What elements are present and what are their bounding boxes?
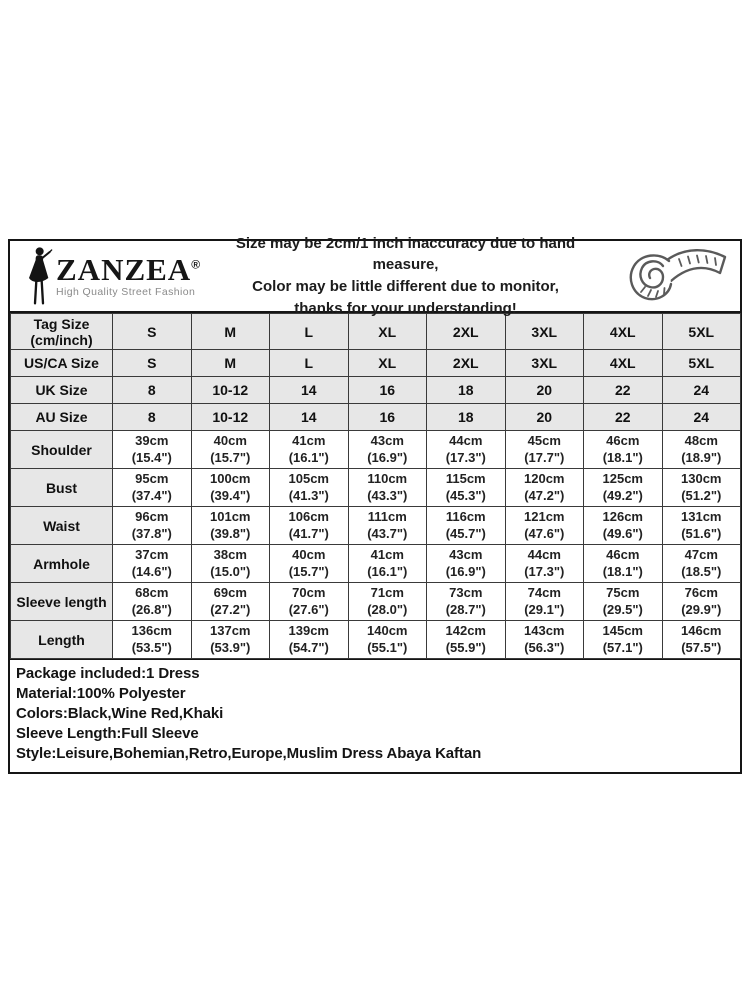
measurement-cm: 69cm — [213, 584, 247, 600]
disclaimer-line-1: Size may be 2cm/1 inch inaccuracy due to hand measure, — [235, 234, 576, 274]
size-cell: 22 — [584, 404, 663, 431]
measurement-inch: (26.8") — [131, 601, 172, 617]
measurement-inch: (29.9") — [681, 601, 722, 617]
size-cell: 20 — [505, 377, 584, 404]
size-cell: 16 — [348, 404, 427, 431]
measurement-inch: (16.1") — [288, 449, 329, 465]
row-label-line: AU Size — [35, 409, 88, 425]
size-cell: 24 — [662, 404, 741, 431]
measurement-inch: (53.9") — [210, 639, 251, 655]
measurement-inch: (18.5") — [681, 563, 722, 579]
measurement-cm: 142cm — [445, 622, 486, 638]
size-cell: 18 — [427, 404, 506, 431]
note-material: Material:100% Polyester — [16, 685, 186, 702]
measurement-inch: (17.7") — [524, 449, 565, 465]
row-label — [11, 350, 113, 377]
disclaimer-line-2: Color may be little different due to monitor, — [252, 278, 559, 295]
size-cell: 10-12 — [191, 377, 270, 404]
size-cell: L — [270, 350, 349, 377]
measurement-inch: (15.7") — [288, 563, 329, 579]
size-cell: 5XL — [662, 314, 741, 350]
measurement-cm: 48cm — [684, 432, 718, 448]
measurement-cm: 44cm — [449, 432, 483, 448]
measurement-inch: (47.2") — [524, 487, 565, 503]
size-header-row — [11, 377, 741, 404]
measurement-cell — [113, 431, 192, 469]
size-cell: S — [113, 314, 192, 350]
measurement-inch: (29.5") — [602, 601, 643, 617]
measurement-cm: 76cm — [684, 584, 718, 600]
measurement-inch: (18.9") — [681, 449, 722, 465]
brand-tagline: High Quality Street Fashion — [56, 286, 196, 299]
measurement-cell — [427, 621, 506, 659]
brand-wordmark — [56, 252, 202, 288]
measurement-inch: (27.2") — [210, 601, 251, 617]
measurement-inch: (29.1") — [524, 601, 565, 617]
measurement-inch: (15.7") — [210, 449, 251, 465]
measurement-inch: (15.4") — [131, 449, 172, 465]
measurement-row — [11, 431, 741, 469]
measurement-cell — [191, 469, 270, 507]
measurement-cm: 146cm — [681, 622, 722, 638]
measurement-cell — [113, 621, 192, 659]
measurement-cell — [427, 507, 506, 545]
measurement-cm: 47cm — [684, 546, 718, 562]
measurement-inch: (28.7") — [445, 601, 486, 617]
measurement-cell — [427, 431, 506, 469]
size-chart-sheet — [8, 234, 742, 774]
measurement-cell — [191, 545, 270, 583]
measurement-cm: 126cm — [602, 508, 643, 524]
brand-text-block — [56, 254, 201, 298]
measurement-inch: (39.4") — [210, 487, 251, 503]
measurement-cm: 95cm — [135, 470, 169, 486]
row-label — [11, 377, 113, 404]
brand-logo — [10, 246, 201, 306]
measurement-inch: (37.8") — [131, 525, 172, 541]
measurement-cm: 140cm — [367, 622, 408, 638]
measurement-inch: (16.9") — [367, 449, 408, 465]
size-cell: 10-12 — [191, 404, 270, 431]
measurement-cm: 131cm — [681, 508, 722, 524]
row-label: Shoulder — [11, 431, 113, 469]
size-cell: 14 — [270, 404, 349, 431]
size-cell: 22 — [584, 377, 663, 404]
measurement-cm: 44cm — [527, 546, 561, 562]
measurement-cm: 71cm — [370, 584, 404, 600]
note-colors: Colors:Black,Wine Red,Khaki — [16, 705, 224, 722]
measurement-cell — [584, 583, 663, 621]
measurement-cell — [427, 469, 506, 507]
measurement-cm: 38cm — [213, 546, 247, 562]
disclaimer-line-3: thanks for your understanding! — [294, 299, 517, 317]
measurement-cm: 40cm — [213, 432, 247, 448]
row-label-line: Tag Size — [33, 315, 90, 332]
row-label: Waist — [11, 507, 113, 545]
size-cell: 8 — [113, 404, 192, 431]
size-cell: 2XL — [427, 350, 506, 377]
measurement-cell — [505, 469, 584, 507]
measurement-inch: (37.4") — [131, 487, 172, 503]
measurement-inch: (57.5") — [681, 639, 722, 655]
measurement-row — [11, 583, 741, 621]
tape-container — [610, 244, 740, 308]
measurement-cm: 96cm — [135, 508, 169, 524]
measurement-cell — [348, 507, 427, 545]
measurement-cm: 145cm — [602, 622, 643, 638]
measurement-cm: 39cm — [135, 432, 169, 448]
size-cell: 8 — [113, 377, 192, 404]
size-cell: XL — [348, 314, 427, 350]
measurement-cm: 110cm — [367, 470, 408, 486]
measurement-inch: (49.6") — [602, 525, 643, 541]
measurement-cell — [191, 507, 270, 545]
measurement-cm: 121cm — [524, 508, 565, 524]
measure-disclaimer — [201, 233, 610, 320]
size-cell: S — [113, 350, 192, 377]
measurement-cm: 68cm — [135, 584, 169, 600]
measurement-cell — [662, 583, 741, 621]
row-label: Armhole — [11, 545, 113, 583]
product-notes — [10, 659, 740, 772]
measurement-cell — [348, 621, 427, 659]
row-label — [11, 404, 113, 431]
size-cell: 18 — [427, 377, 506, 404]
header-band — [10, 234, 740, 317]
woman-silhouette-icon — [24, 246, 54, 306]
measurement-row — [11, 621, 741, 659]
measurement-cm: 41cm — [292, 432, 326, 448]
measuring-tape-icon — [619, 244, 731, 308]
measurement-cell — [113, 469, 192, 507]
measurement-cell — [348, 469, 427, 507]
measurement-cm: 37cm — [135, 546, 169, 562]
measurement-cm: 40cm — [292, 546, 326, 562]
row-label: Bust — [11, 469, 113, 507]
measurement-cell — [505, 431, 584, 469]
measurement-cm: 74cm — [527, 584, 561, 600]
measurement-cm: 115cm — [445, 470, 486, 486]
measurement-inch: (15.0") — [210, 563, 251, 579]
measurement-inch: (54.7") — [288, 639, 329, 655]
registered-trademark: ® — [191, 257, 202, 272]
measurement-inch: (51.6") — [681, 525, 722, 541]
measurement-inch: (47.6") — [524, 525, 565, 541]
measurement-inch: (39.8") — [210, 525, 251, 541]
measurement-cell — [662, 469, 741, 507]
measurement-cm: 45cm — [527, 432, 561, 448]
measurement-cm: 120cm — [524, 470, 565, 486]
measurement-inch: (56.3") — [524, 639, 565, 655]
measurement-cell — [270, 469, 349, 507]
measurement-cell — [270, 507, 349, 545]
measurement-cell — [113, 545, 192, 583]
measurement-cell — [270, 545, 349, 583]
size-header-row — [11, 404, 741, 431]
measurement-cm: 143cm — [524, 622, 565, 638]
measurement-inch: (49.2") — [602, 487, 643, 503]
measurement-cm: 73cm — [449, 584, 483, 600]
measurement-cell — [662, 431, 741, 469]
measurement-cell — [348, 545, 427, 583]
row-label: Length — [11, 621, 113, 659]
size-header-row — [11, 350, 741, 377]
measurement-cell — [584, 545, 663, 583]
size-cell: 20 — [505, 404, 584, 431]
row-label-line: US/CA Size — [24, 355, 99, 371]
size-cell: M — [191, 314, 270, 350]
row-label-line: (cm/inch) — [30, 331, 93, 348]
measurement-cm: 75cm — [606, 584, 640, 600]
measurement-inch: (55.9") — [445, 639, 486, 655]
measurement-cell — [113, 583, 192, 621]
measurement-row — [11, 469, 741, 507]
size-cell: M — [191, 350, 270, 377]
measurement-inch: (18.1") — [602, 563, 643, 579]
measurement-cm: 125cm — [602, 470, 643, 486]
measurement-cell — [662, 545, 741, 583]
measurement-cell — [113, 507, 192, 545]
measurement-inch: (17.3") — [524, 563, 565, 579]
size-cell: 4XL — [584, 314, 663, 350]
size-cell: 3XL — [505, 314, 584, 350]
measurement-inch: (27.6") — [288, 601, 329, 617]
measurement-cm: 139cm — [288, 622, 329, 638]
measurement-cell — [191, 583, 270, 621]
measurement-cell — [505, 583, 584, 621]
measurement-cell — [348, 431, 427, 469]
measurement-cell — [427, 583, 506, 621]
measurement-inch: (41.7") — [288, 525, 329, 541]
measurement-inch: (16.1") — [367, 563, 408, 579]
measurement-cm: 130cm — [681, 470, 722, 486]
measurement-cell — [270, 431, 349, 469]
measurement-cell — [584, 469, 663, 507]
measurement-inch: (17.3") — [445, 449, 486, 465]
size-table-body — [11, 314, 741, 659]
measurement-cm: 105cm — [288, 470, 329, 486]
measurement-inch: (16.9") — [445, 563, 486, 579]
measurement-cm: 101cm — [210, 508, 251, 524]
size-cell: 24 — [662, 377, 741, 404]
measurement-inch: (14.6") — [131, 563, 172, 579]
row-label: Sleeve length — [11, 583, 113, 621]
measurement-cm: 137cm — [210, 622, 251, 638]
size-cell: 3XL — [505, 350, 584, 377]
size-cell: XL — [348, 350, 427, 377]
measurement-inch: (18.1") — [602, 449, 643, 465]
size-table — [10, 313, 741, 659]
measurement-cell — [348, 583, 427, 621]
size-cell: L — [270, 314, 349, 350]
size-cell: 2XL — [427, 314, 506, 350]
measurement-cell — [505, 621, 584, 659]
measurement-cm: 46cm — [606, 432, 640, 448]
measurement-cm: 100cm — [210, 470, 251, 486]
measurement-cell — [191, 431, 270, 469]
measurement-cm: 106cm — [288, 508, 329, 524]
measurement-inch: (51.2") — [681, 487, 722, 503]
measurement-cm: 136cm — [131, 622, 172, 638]
note-style: Style:Leisure,Bohemian,Retro,Europe,Muslim Dress Abaya Kaftan — [16, 745, 482, 762]
measurement-cell — [584, 507, 663, 545]
note-package: Package included:1 Dress — [16, 665, 200, 682]
measurement-cell — [270, 583, 349, 621]
brand-name: ZANZEA — [56, 252, 192, 288]
measurement-cm: 43cm — [370, 432, 404, 448]
measurement-inch: (28.0") — [367, 601, 408, 617]
measurement-cell — [584, 621, 663, 659]
row-label — [11, 314, 113, 350]
measurement-cell — [505, 507, 584, 545]
measurement-cm: 70cm — [292, 584, 326, 600]
size-cell: 4XL — [584, 350, 663, 377]
measurement-inch: (45.3") — [445, 487, 486, 503]
note-sleeve-length: Sleeve Length:Full Sleeve — [16, 725, 199, 742]
measurement-inch: (43.7") — [367, 525, 408, 541]
measurement-inch: (57.1") — [602, 639, 643, 655]
measurement-cell — [584, 431, 663, 469]
size-cell: 5XL — [662, 350, 741, 377]
measurement-cm: 111cm — [367, 508, 407, 524]
measurement-cm: 43cm — [449, 546, 483, 562]
measurement-cm: 46cm — [606, 546, 640, 562]
measurement-inch: (41.3") — [288, 487, 329, 503]
measurement-inch: (55.1") — [367, 639, 408, 655]
measurement-cm: 116cm — [445, 508, 486, 524]
measurement-cell — [662, 621, 741, 659]
size-cell: 14 — [270, 377, 349, 404]
measurement-inch: (53.5") — [131, 639, 172, 655]
measurement-inch: (43.3") — [367, 487, 408, 503]
measurement-cell — [662, 507, 741, 545]
measurement-cell — [270, 621, 349, 659]
measurement-cm: 41cm — [370, 546, 404, 562]
measurement-row — [11, 545, 741, 583]
measurement-inch: (45.7") — [445, 525, 486, 541]
measurement-row — [11, 507, 741, 545]
measurement-cell — [427, 545, 506, 583]
measurement-cell — [191, 621, 270, 659]
measurement-cell — [505, 545, 584, 583]
size-cell: 16 — [348, 377, 427, 404]
row-label-line: UK Size — [35, 382, 88, 398]
